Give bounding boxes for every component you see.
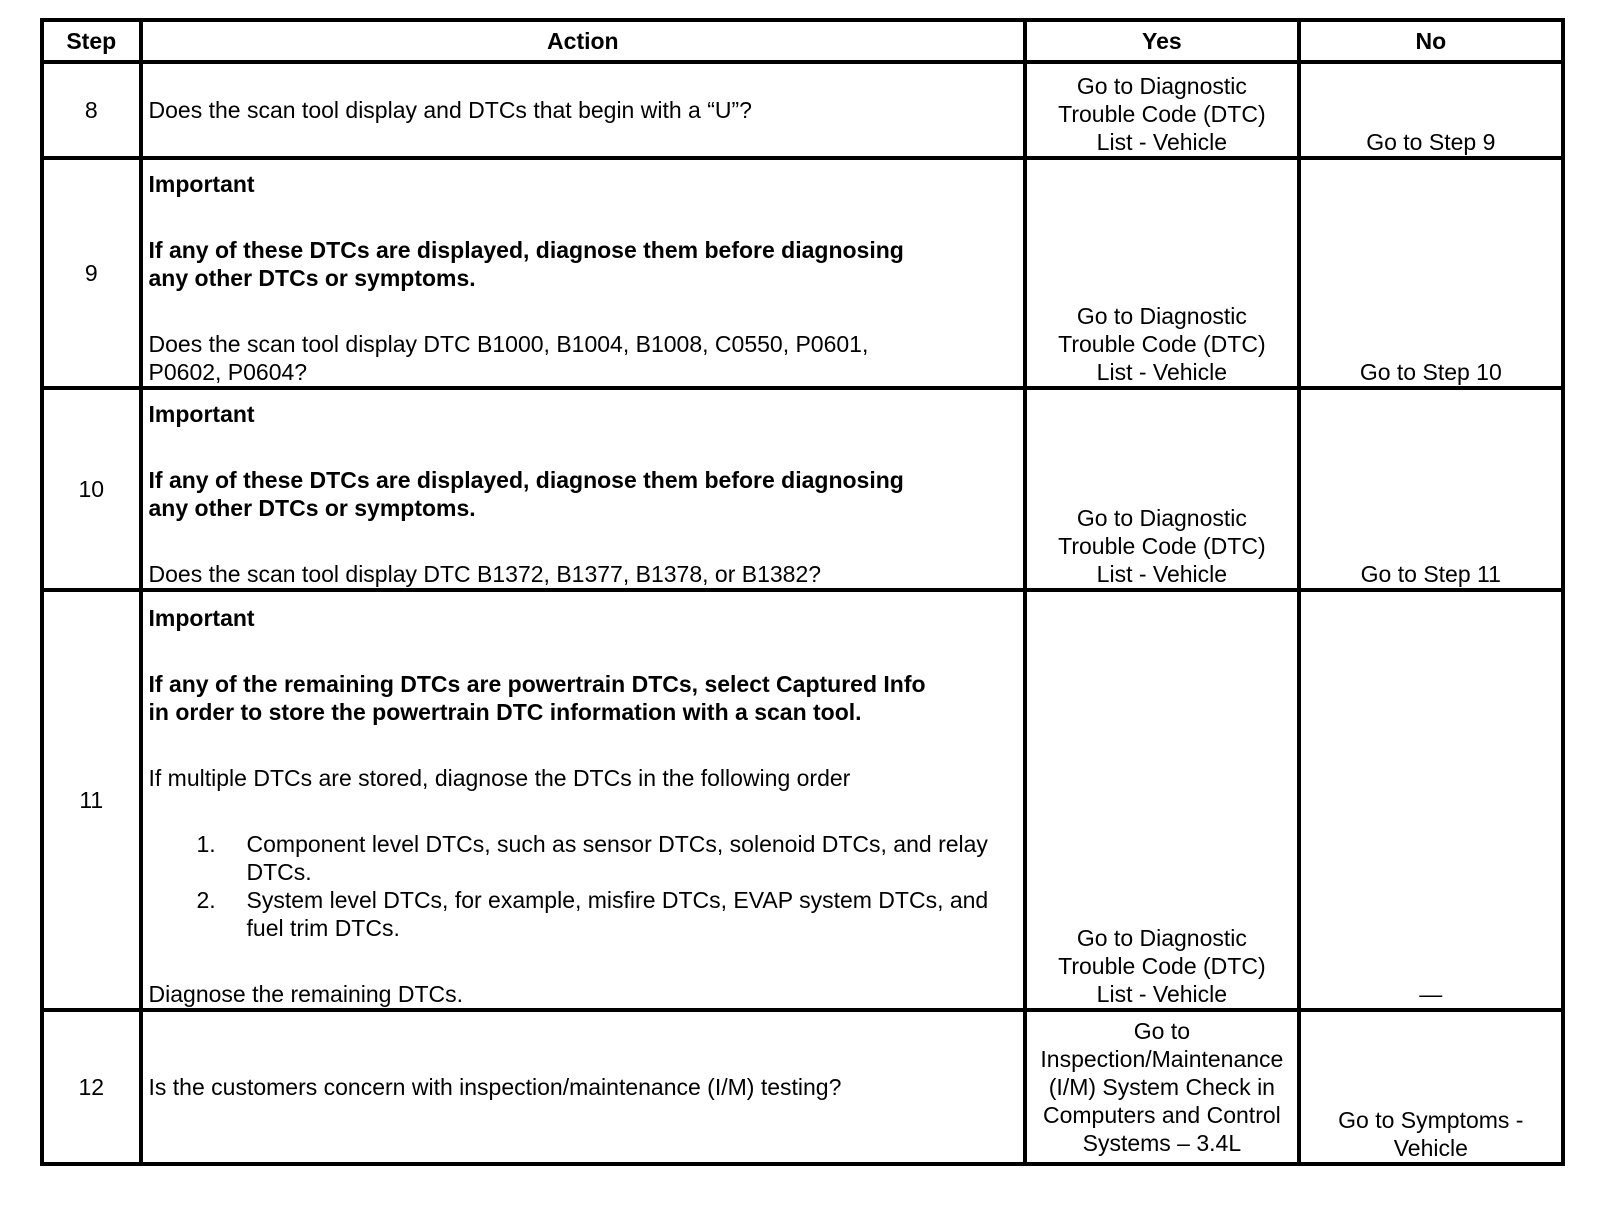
warning-text: If any of the remaining DTCs are powertrain DTCs, select Captured Info (148, 671, 926, 697)
step-number: 8 (42, 62, 141, 158)
spacer (149, 792, 1018, 830)
yes-line: Trouble Code (DTC) (1058, 331, 1266, 357)
important-heading: Important (148, 605, 255, 631)
spacer (149, 632, 1018, 670)
warning-text: any other DTCs or symptoms. (148, 265, 476, 291)
header-yes: Yes (1025, 20, 1298, 62)
list-text: System level DTCs, for example, misfire DTCs, EVAP system DTCs, and fuel trim DTCs. (246, 887, 989, 941)
table-row-step-11 (42, 590, 1563, 1010)
spacer (149, 522, 1018, 560)
yes-line: Trouble Code (DTC) (1058, 953, 1266, 979)
no-line: Go to Step 9 (1366, 129, 1496, 155)
yes-line: List - Vehicle (1096, 359, 1228, 385)
no-cell (1299, 62, 1563, 158)
spacer (149, 292, 1018, 330)
table-row-step-12 (42, 1010, 1563, 1164)
yes-line: Go to Diagnostic (1076, 73, 1247, 99)
yes-line: Go to Diagnostic (1076, 505, 1247, 531)
spacer (149, 942, 1018, 980)
yes-line: Go to Diagnostic (1076, 303, 1247, 329)
no-cell (1299, 388, 1563, 590)
spacer (149, 198, 1018, 236)
no-cell (1299, 590, 1563, 1010)
yes-line: Go to (1133, 1018, 1190, 1044)
step-number: 12 (42, 1010, 141, 1164)
warning-text: If any of these DTCs are displayed, diagnose them before diagnosing (148, 237, 904, 263)
table-row-step-8 (42, 62, 1563, 158)
action-question: Does the scan tool display DTC B1372, B1377, B1378, or B1382? (148, 561, 822, 587)
yes-line: Systems – 3.4L (1082, 1130, 1242, 1156)
no-line: Go to Step 11 (1360, 561, 1501, 587)
spacer (149, 726, 1018, 764)
action-cell (141, 62, 1026, 158)
yes-line: Inspection/Maintenance (1040, 1046, 1284, 1072)
list-item (197, 886, 1007, 942)
action-cell (141, 388, 1026, 590)
list-number: 2. (196, 887, 216, 913)
step-number: 11 (42, 590, 141, 1010)
yes-line: Go to Diagnostic (1076, 925, 1247, 951)
header-no: No (1299, 20, 1563, 62)
action-question: P0602, P0604? (148, 359, 308, 385)
action-cell (141, 158, 1026, 388)
action-question: Is the customers concern with inspection/maintenance (I/M) testing? (148, 1074, 842, 1100)
list-text: Component level DTCs, such as sensor DTCs, solenoid DTCs, and relay DTCs. (246, 831, 988, 885)
action-intro: If multiple DTCs are stored, diagnose the DTCs in the following order (148, 765, 851, 791)
table-row-step-10 (42, 388, 1563, 590)
yes-cell (1025, 158, 1298, 388)
warning-text: If any of these DTCs are displayed, diagnose them before diagnosing (148, 467, 904, 493)
step-number: 10 (42, 388, 141, 590)
diagnostic-table (40, 18, 1565, 1166)
yes-line: List - Vehicle (1096, 129, 1228, 155)
table-row-step-9 (42, 158, 1563, 388)
no-line: Go to Step 10 (1359, 359, 1502, 385)
important-heading: Important (148, 401, 255, 427)
action-question: Does the scan tool display and DTCs that begin with a “U”? (148, 97, 752, 123)
no-cell (1299, 1010, 1563, 1164)
yes-cell (1025, 1010, 1298, 1164)
yes-cell (1025, 62, 1298, 158)
yes-line: (I/M) System Check in (1048, 1074, 1275, 1100)
no-line: Vehicle (1393, 1135, 1468, 1161)
no-line: — (1419, 981, 1443, 1007)
action-cell (141, 1010, 1026, 1164)
yes-line: Trouble Code (DTC) (1058, 533, 1266, 559)
no-line: Go to Symptoms - (1338, 1107, 1524, 1133)
yes-line: List - Vehicle (1096, 561, 1228, 587)
warning-text: in order to store the powertrain DTC information with a scan tool. (148, 699, 862, 725)
diagnostic-table-container (40, 18, 1565, 1166)
no-cell (1299, 158, 1563, 388)
ordered-list (197, 830, 1007, 942)
header-action: Action (141, 20, 1026, 62)
warning-text: any other DTCs or symptoms. (148, 495, 476, 521)
header-row (42, 20, 1563, 62)
action-question: Does the scan tool display DTC B1000, B1004, B1008, C0550, P0601, (148, 331, 869, 357)
yes-line: Computers and Control (1042, 1102, 1281, 1128)
yes-line: Trouble Code (DTC) (1058, 101, 1266, 127)
step-number: 9 (42, 158, 141, 388)
action-cell (141, 590, 1026, 1010)
header-step: Step (42, 20, 141, 62)
yes-cell (1025, 590, 1298, 1010)
important-heading: Important (148, 171, 255, 197)
yes-cell (1025, 388, 1298, 590)
action-closing: Diagnose the remaining DTCs. (148, 981, 463, 1007)
spacer (149, 428, 1018, 466)
yes-line: List - Vehicle (1096, 981, 1228, 1007)
list-item (197, 830, 1007, 886)
list-number: 1. (196, 831, 216, 857)
